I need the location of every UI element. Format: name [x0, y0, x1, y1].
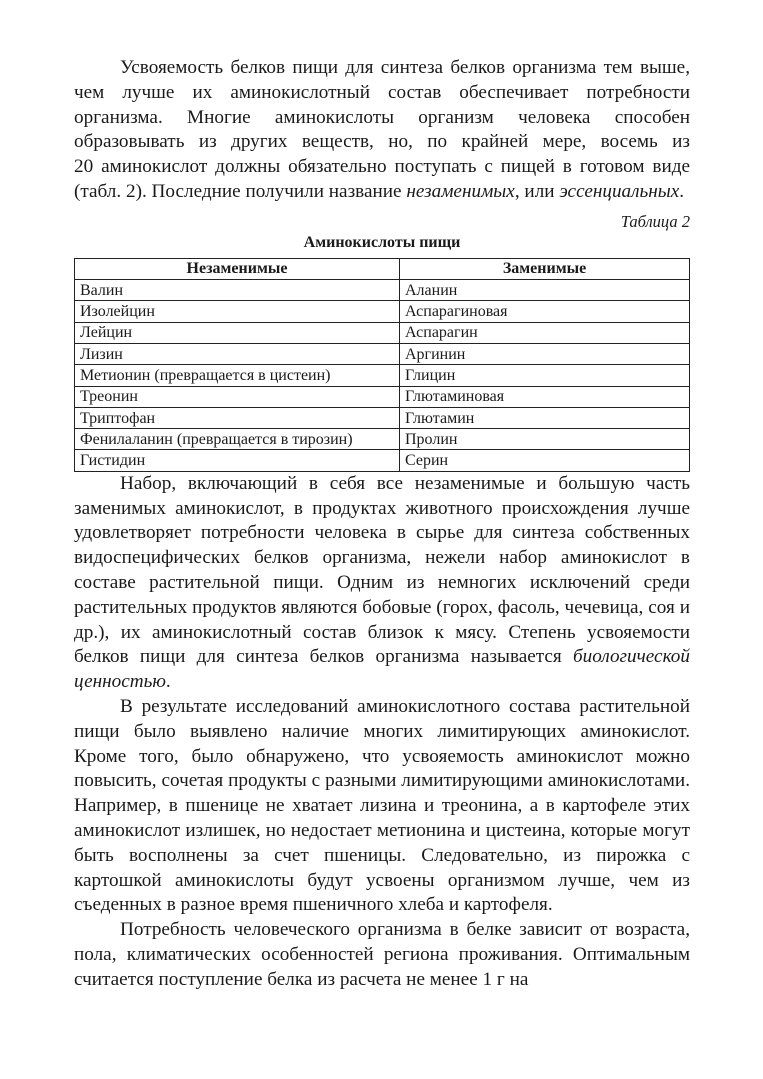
table-cell: Валин [75, 280, 400, 301]
table-cell: Метионин (превращается в цистеин) [75, 365, 400, 386]
column-header-essential: Незаменимые [75, 258, 400, 279]
table-title: Аминокислоты пищи [303, 233, 461, 251]
table-row [75, 386, 690, 407]
table-header-row [75, 258, 690, 279]
amino-acids-table [74, 258, 690, 472]
paragraph-intro [74, 56, 690, 205]
table-row [75, 280, 690, 301]
table-row [75, 450, 690, 471]
table-cell: Глицин [400, 365, 690, 386]
table-cell: Аспарагин [400, 322, 690, 343]
table-cell: Глютамин [400, 407, 690, 428]
page-content [74, 56, 690, 992]
paragraph-text: Набор, включающий в себя все незаменимые и большую часть заменимых аминокислот, в продуктах животного происхождения лучше удовлетворяет потребности человека в сырье для синтеза собственных видоспецифических белков организма, нежели набор аминокислот в составе растительной пищи. Одним из немногих исключений среди растительных продуктов являются бобовые (горох, фасоль, чечевица, соя и др.), их аминокислотный состав близок к мясу. Степень усвояемости белков пищи для синтеза белков организма называется [74, 472, 690, 668]
table-cell: Пролин [400, 429, 690, 450]
table-row [75, 322, 690, 343]
column-header-nonessential: Заменимые [400, 258, 690, 279]
table-number: Таблица 2 [620, 211, 690, 231]
table-row [75, 429, 690, 450]
table-cell: Лейцин [75, 322, 400, 343]
table-cell: Аспарагиновая [400, 301, 690, 322]
paragraph-protein-requirement: Потребность человеческого организма в белке зависит от возраста, пола, климатических особенностей региона проживания. Оптимальным считается поступление белка из расчета не менее 1 г на [74, 919, 690, 990]
table-cell: Аргинин [400, 343, 690, 364]
table-row [75, 407, 690, 428]
table-cell: Серин [400, 450, 690, 471]
table-cell: Гистидин [75, 450, 400, 471]
table-cell: Фенилаланин (превращается в тирозин) [75, 429, 400, 450]
paragraph-text: , или [514, 180, 560, 202]
paragraph-biological-value [74, 472, 690, 695]
table-cell: Лизин [75, 343, 400, 364]
table-row [75, 365, 690, 386]
paragraph-text: . [165, 671, 171, 693]
paragraph-text: . [679, 180, 685, 202]
table-cell: Глютаминовая [400, 386, 690, 407]
term-essential-alt: эссенциальных [559, 180, 680, 202]
paragraph-limiting-amino-acids: В результате исследований аминокислотного состава растительной пищи было выявлено наличие многих лимитирующих аминокислот. Кроме того, было обнаружено, что усвояемость аминокислот можно повысить, сочетая продукты с разными лимитирующими аминокислотами. Например, в пшенице не хватает лизина и треонина, а в картофеле этих аминокислот излишек, но недостает метионина и цистеина, которые могут быть восполнены за счет пшеницы. Следовательно, из пирожка с картошкой аминокислоты будут усвоены организмом лучше, чем из съеденных в разное время пшеничного хлеба и картофеля. [74, 695, 690, 916]
table-cell: Аланин [400, 280, 690, 301]
paragraph-text: Усвояемость белков пищи для синтеза белков организма тем выше, чем лучше их аминокислотный состав обеспечивает потребности организма. Многие аминокислоты организм человека способен образовывать из других веществ, но, по крайней мере, восемь из 20 аминокислот должны обязательно поступать с пищей в готовом виде (табл. 2). Последние получили название [74, 57, 690, 202]
term-essential: незаменимых [406, 180, 515, 202]
table-row [75, 301, 690, 322]
table-row [75, 343, 690, 364]
table-cell: Изолейцин [75, 301, 400, 322]
table-cell: Триптофан [75, 407, 400, 428]
table-cell: Треонин [75, 386, 400, 407]
term-biological-value: биологической ценностью [74, 646, 690, 693]
